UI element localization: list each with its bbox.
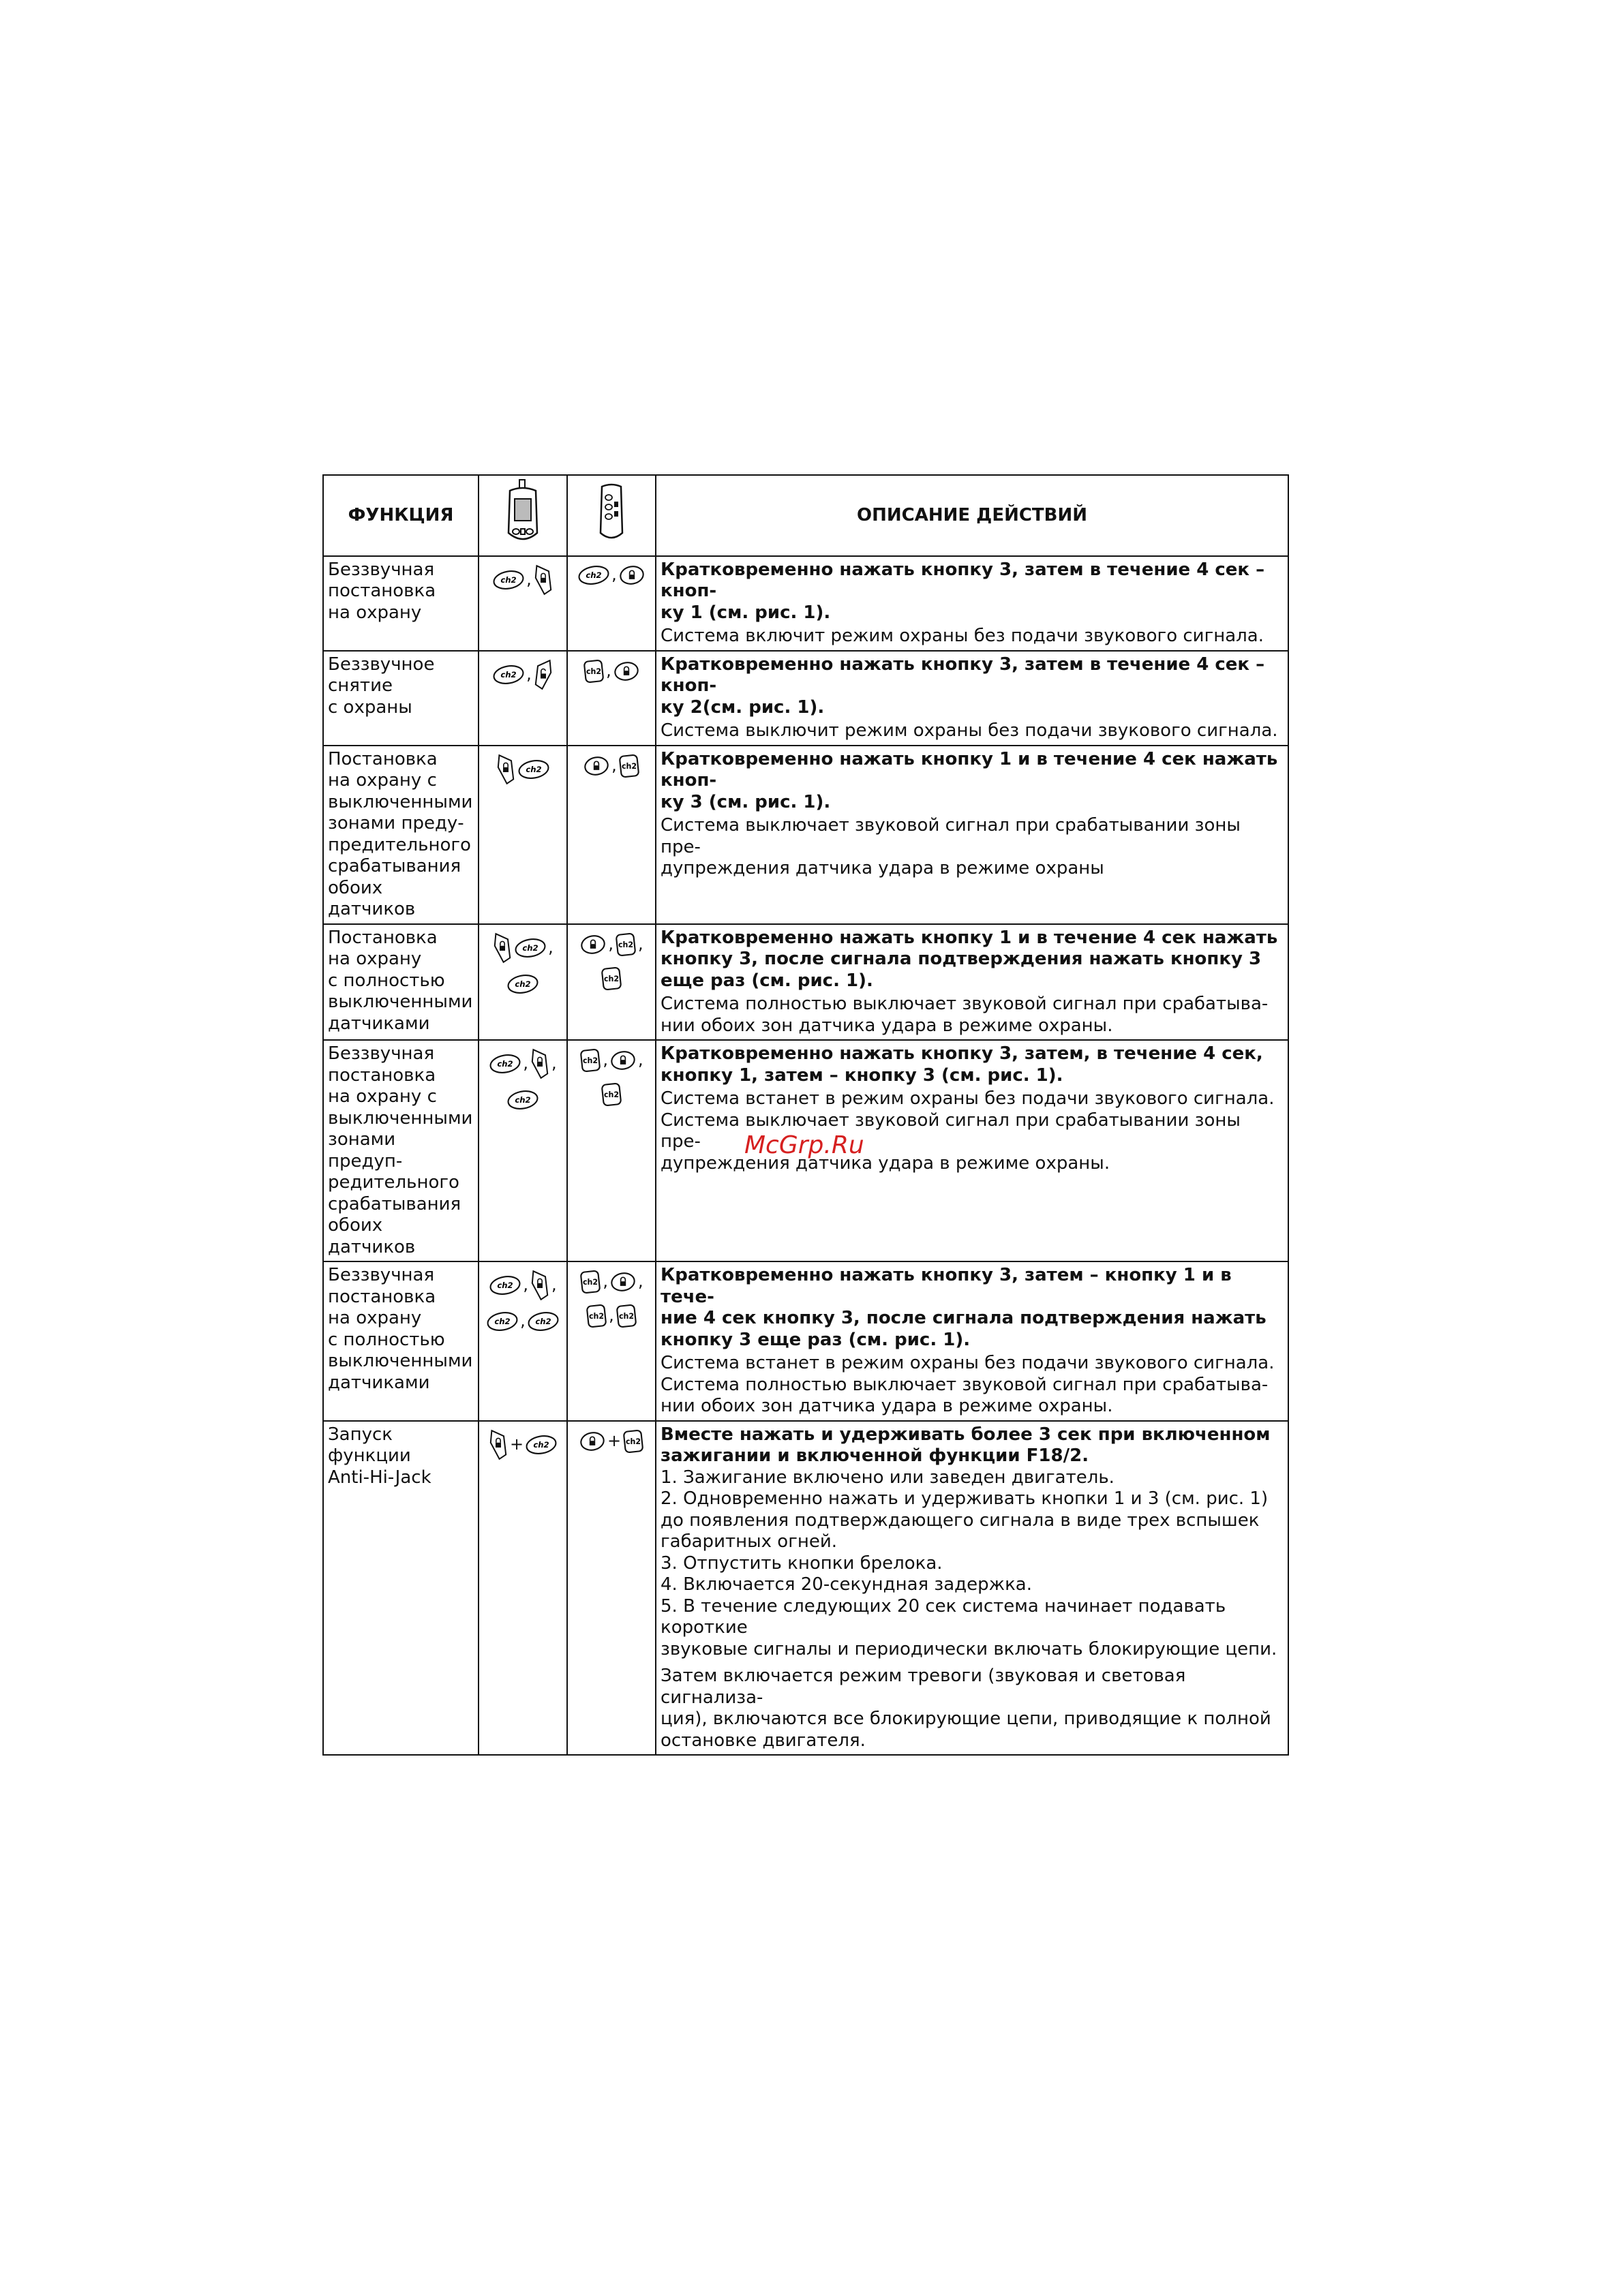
plus-sign: + — [607, 1430, 622, 1450]
description — [656, 651, 1288, 746]
comma: , — [603, 1050, 608, 1070]
description-bold: Кратковременно нажать кнопку 1 и в течение 4 сек нажать кноп- ку 3 (см. рис. 1). — [661, 748, 1278, 812]
functions-table — [322, 474, 1289, 1756]
ch2-button-icon — [491, 568, 526, 592]
comma: , — [609, 1306, 614, 1326]
description — [656, 1040, 1288, 1261]
key1-sequence — [479, 1040, 567, 1261]
remote-lcd-fob-icon — [503, 478, 543, 547]
remote-small-fob-icon — [594, 481, 629, 544]
description-bold: Кратковременно нажать кнопку 3, затем в течение 4 сек – кноп- ку 2(см. рис. 1). — [661, 654, 1265, 718]
ch2-button-icon — [579, 1269, 602, 1295]
description — [656, 746, 1288, 924]
comma: , — [638, 1272, 643, 1291]
description-bold: Кратковременно нажать кнопку 3, затем – кнопку 1 и в тече- ние 4 сек кнопку 3, после сигнала подтверждения нажать кнопку 3 еще раз (см. рис. 1). — [661, 1265, 1266, 1350]
header-function: ФУНКЦИЯ — [323, 475, 479, 556]
lock-button-icon — [582, 754, 611, 778]
ch2-button-icon — [526, 1310, 560, 1333]
ch2-button-icon — [579, 1047, 602, 1073]
comma: , — [523, 1275, 528, 1295]
comma: , — [608, 934, 613, 953]
ch2-button-icon — [622, 1428, 645, 1454]
comma: , — [548, 937, 553, 957]
description-text: 1. Зажигание включено или заведен двигатель. 2. Одновременно нажать и удерживать кнопки 1 и 3 (см. рис. 1) до появления подтверждающего сигнала в виде трех вспышек габаритных огней. 3. Отпустить кнопки брелока. 4. Включается 20-секундная задержка. 5. В течение следующих 20 сек система начинает подавать короткие звуковые сигналы и периодически включать блокирующие цепи. — [661, 1467, 1277, 1659]
function-name: Беззвучная постановка на охрану с выключенными зонами предуп- редительного срабатывания обоих датчиков — [323, 1040, 479, 1261]
description-text: Система полностью выключает звуковой сигнал при срабатыва- нии обоих зон датчика удара в режиме охраны. — [661, 994, 1269, 1036]
description — [656, 1421, 1288, 1756]
plus-sign: + — [509, 1434, 524, 1454]
description-bold: Кратковременно нажать кнопку 3, затем, в течение 4 сек, кнопку 1, затем – кнопку 3 (см. рис. 1). — [661, 1043, 1263, 1086]
table-row — [323, 1040, 1288, 1261]
description-bold: Вместе нажать и удерживать более 3 сек при включенном зажигании и включенной функции F18/2. — [661, 1424, 1271, 1466]
ch2-button-icon — [582, 658, 605, 684]
key2-sequence — [567, 651, 656, 746]
description-bold: Кратковременно нажать кнопку 1 и в течение 4 сек нажать кнопку 3, после сигнала подтверждения нажать кнопку 3 еще раз (см. рис. 1). — [661, 927, 1278, 991]
description-bold: Кратковременно нажать кнопку 3, затем в течение 4 сек – кноп- ку 1 (см. рис. 1). — [661, 559, 1265, 623]
key2-sequence — [567, 1261, 656, 1421]
ch2-button-icon — [585, 1303, 608, 1329]
table-row — [323, 1261, 1288, 1421]
lock-button-icon — [529, 1269, 551, 1302]
ch2-button-icon — [618, 753, 641, 779]
comma: , — [520, 1311, 526, 1331]
ch2-button-icon — [600, 966, 623, 992]
lock-button-icon — [609, 1049, 637, 1072]
comma: , — [638, 1050, 643, 1070]
header-description: ОПИСАНИЕ ДЕЙСТВИЙ — [656, 475, 1288, 556]
key2-sequence — [567, 556, 656, 651]
comma: , — [638, 934, 643, 953]
ch2-button-icon — [506, 973, 540, 996]
comma: , — [526, 569, 532, 589]
ch2-button-icon — [491, 663, 526, 686]
lock-button-icon — [487, 1428, 509, 1461]
description — [656, 924, 1288, 1041]
lock-button-icon — [578, 1430, 607, 1453]
function-name: Постановка на охрану с полностью выключенными датчиками — [323, 924, 479, 1041]
description-text: Система встанет в режим охраны без подачи звукового сигнала. Система полностью выключает звуковой сигнал при срабатыва- нии обоих зон датчика удара в режиме охраны. — [661, 1353, 1275, 1416]
ch2-button-icon — [517, 758, 551, 781]
ch2-button-icon — [524, 1433, 558, 1456]
function-name: Запуск функции Anti-Hi-Jack — [323, 1421, 479, 1756]
key1-sequence — [479, 746, 567, 924]
key2-sequence — [567, 1421, 656, 1756]
table-row — [323, 1421, 1288, 1756]
description-text-2: Затем включается режим тревоги (звуковая и световая сигнализа- ция), включаются все блокирующие цепи, приводящие к полной остановке двигателя. — [661, 1666, 1271, 1751]
ch2-button-icon — [513, 936, 547, 960]
lock-button-icon — [532, 564, 554, 596]
ch2-button-icon — [615, 1303, 638, 1329]
comma: , — [551, 1275, 557, 1295]
comma: , — [603, 1272, 608, 1291]
watermark: McGrp.Ru — [744, 1131, 864, 1159]
description — [656, 1261, 1288, 1421]
function-name: Беззвучная постановка на охрану — [323, 556, 479, 651]
description-text: Система выключает звуковой сигнал при срабатывании зоны пре- дупреждения датчика удара в режиме охраны — [661, 815, 1241, 878]
comma: , — [551, 1054, 557, 1073]
lock-button-icon — [495, 753, 517, 786]
lock-button-icon — [579, 933, 607, 956]
comma: , — [611, 755, 617, 775]
table-row — [323, 924, 1288, 1041]
description-text: Система выключит режим охраны без подачи звукового сигнала. — [661, 720, 1278, 741]
comma: , — [606, 660, 611, 680]
unlock-button-icon — [532, 658, 554, 691]
key1-sequence — [479, 924, 567, 1041]
ch2-button-icon — [600, 1082, 623, 1107]
header-key2 — [567, 475, 656, 556]
key1-sequence — [479, 1421, 567, 1756]
function-name: Беззвучная постановка на охрану с полностью выключенными датчиками — [323, 1261, 479, 1421]
description — [656, 556, 1288, 651]
ch2-button-icon — [506, 1088, 540, 1112]
ch2-button-icon — [488, 1274, 522, 1297]
table-row — [323, 746, 1288, 924]
key1-sequence — [479, 651, 567, 746]
ch2-button-icon — [488, 1052, 522, 1075]
ch2-button-icon — [577, 564, 611, 587]
ch2-button-icon — [485, 1310, 519, 1333]
table-row — [323, 651, 1288, 746]
key2-sequence — [567, 746, 656, 924]
key2-sequence — [567, 1040, 656, 1261]
table-header-row — [323, 475, 1288, 556]
unlock-button-icon — [612, 660, 641, 683]
comma: , — [611, 564, 617, 584]
lock-button-icon — [618, 564, 646, 587]
comma: , — [526, 664, 532, 684]
key2-sequence — [567, 924, 656, 1041]
ch2-button-icon — [614, 932, 637, 958]
function-name: Беззвучное снятие с охраны — [323, 651, 479, 746]
function-name: Постановка на охрану с выключенными зонами преду- предительного срабатывания обоих датчиков — [323, 746, 479, 924]
table-row — [323, 556, 1288, 651]
lock-button-icon — [529, 1047, 551, 1080]
comma: , — [523, 1054, 528, 1073]
header-key1 — [479, 475, 567, 556]
key1-sequence — [479, 1261, 567, 1421]
lock-button-icon — [491, 932, 513, 964]
description-text: Система встанет в режим охраны без подачи звукового сигнала. Система выключает звуковой сигнал при срабатывании зоны пре- дупреждения датчика удара в режиме охраны. — [661, 1088, 1275, 1174]
key1-sequence — [479, 556, 567, 651]
lock-button-icon — [609, 1270, 637, 1294]
description-text: Система включит режим охраны без подачи звукового сигнала. — [661, 626, 1264, 646]
